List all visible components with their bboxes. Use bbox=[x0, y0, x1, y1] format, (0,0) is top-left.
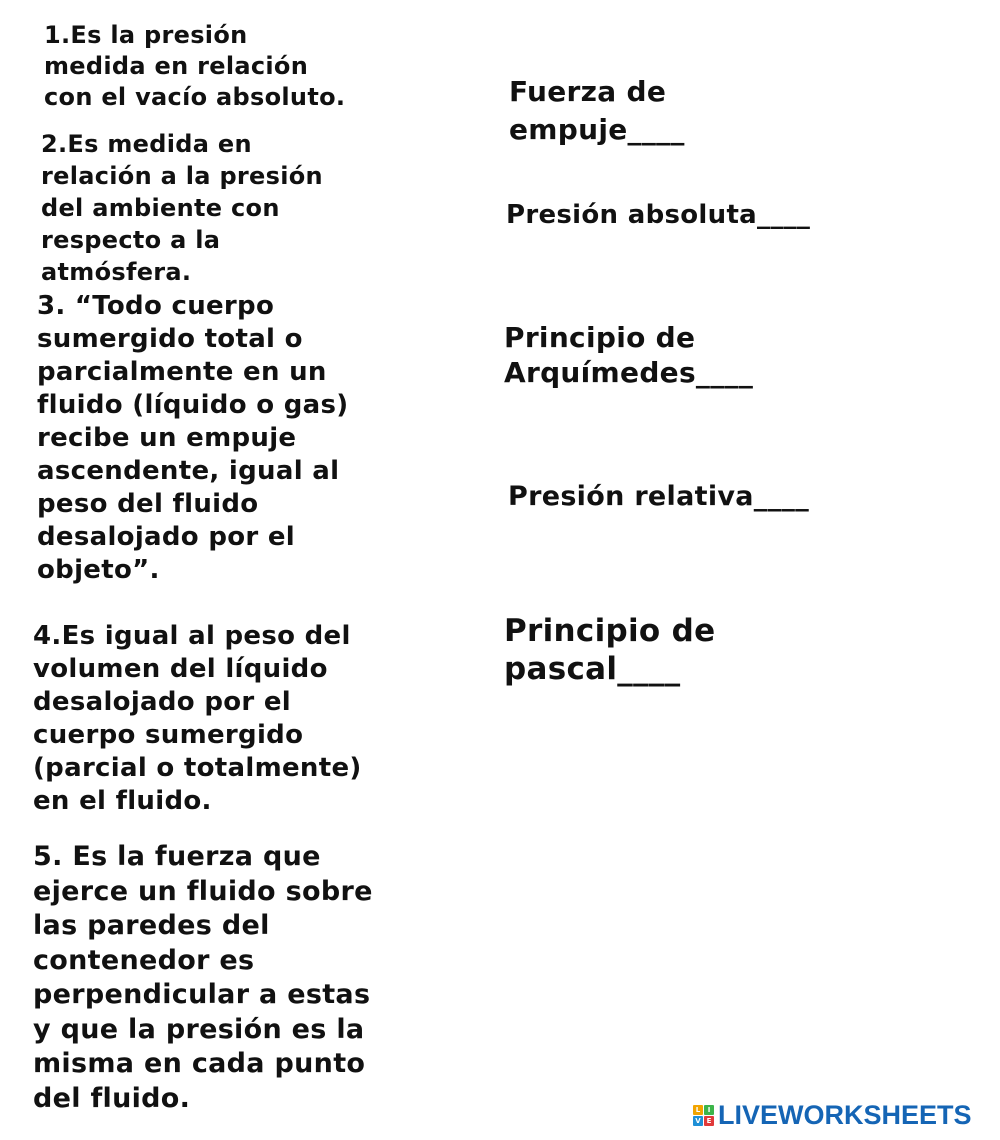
term-presion-absoluta: Presión absoluta____ bbox=[506, 200, 811, 230]
term-principio-de-pascal: Principio de pascal____ bbox=[504, 613, 716, 687]
logo-tile-e: E bbox=[704, 1116, 714, 1126]
logo-tile-v: V bbox=[693, 1116, 703, 1126]
term-principio-de-arquimedes: Principio de Arquímedes____ bbox=[504, 321, 754, 389]
liveworksheets-logo bbox=[693, 1100, 972, 1130]
logo-tile-i: I bbox=[704, 1105, 714, 1115]
definition-4: 4.Es igual al peso del volumen del líquido desalojado por el cuerpo sumergido (parcial o totalmente) en el fluido. bbox=[33, 621, 362, 816]
term-presion-relativa: Presión relativa____ bbox=[508, 481, 809, 512]
definition-2: 2.Es medida en relación a la presión del ambiente con respecto a la atmósfera. bbox=[41, 130, 323, 286]
definition-3: 3. “Todo cuerpo sumergido total o parcialmente en un fluido (líquido o gas) recibe un empuje ascendente, igual al peso del fluido desalojado por el objeto”. bbox=[37, 291, 349, 585]
liveworksheets-logo-icon bbox=[693, 1105, 714, 1126]
definition-5: 5. Es la fuerza que ejerce un fluido sobre las paredes del contenedor es perpendicular a estas y que la presión es la misma en cada punto del fluido. bbox=[33, 841, 373, 1114]
term-fuerza-de-empuje: Fuerza de empuje____ bbox=[509, 75, 685, 146]
liveworksheets-logo-text: LIVEWORKSHEETS bbox=[718, 1100, 972, 1130]
logo-tile-l: L bbox=[693, 1105, 703, 1115]
definition-1: 1.Es la presión medida en relación con el vacío absoluto. bbox=[44, 21, 346, 111]
